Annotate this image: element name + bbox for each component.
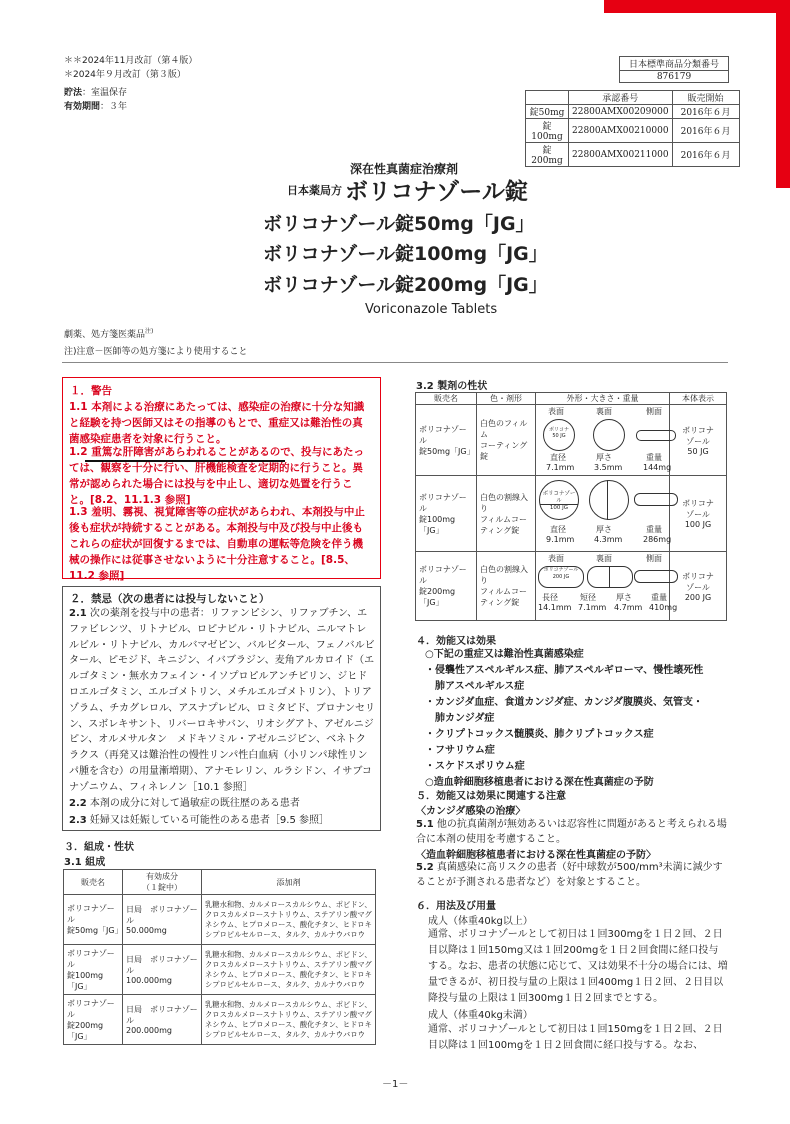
- approval-header-blank: [526, 91, 569, 105]
- dosage-adult1-label: 成人（体重40kg以上）: [428, 916, 533, 927]
- contraindication-item-2: [69, 794, 375, 809]
- precautions-heading: ５．効能又は効果に関連する注意: [416, 791, 566, 802]
- composition-cell: 乳糖水和物、カルメロースカルシウム、ポビドン、クロスカルメロースナトリウム、ステアリン酸マグネシウム、ヒプロメロース、酸化チタン、ヒドロキシプロピルセルロース、タルク、カルナウバロウ: [202, 995, 376, 1045]
- classification-number: 876179: [620, 71, 729, 83]
- regulation-text: 劇薬、処方箋医薬品: [64, 330, 146, 340]
- contraindication-item-2-num: 2.2: [69, 798, 87, 809]
- tablet-imprint: 50 JG: [552, 433, 566, 439]
- tablet-side-50: [636, 430, 676, 441]
- indications-heading: ４．効能又は効果: [416, 636, 496, 647]
- properties-name: ボリコナゾール 錠100mg「JG」: [416, 476, 477, 552]
- properties-header: 本体表示: [670, 393, 727, 405]
- red-corner-bar-side: [776, 0, 790, 188]
- approval-cell: 2016年６月: [672, 143, 739, 167]
- contraindication-item-3-text: 妊婦又は妊娠している可能性のある患者［9.5 参照］: [89, 815, 329, 826]
- tablet-imprint: ボリコナ: [549, 427, 569, 433]
- main-title: ボリコナゾール錠: [345, 179, 528, 205]
- indication-line: ・スケドスポリウム症: [425, 761, 525, 772]
- composition-header: 販売名: [64, 870, 123, 895]
- view-label: 裏面: [596, 407, 612, 416]
- properties-heading: 3.2 製剤の性状: [416, 381, 488, 392]
- dim-value: 14.1mm: [538, 603, 572, 612]
- tablet-front-50: [543, 419, 575, 451]
- approval-cell: 錠50mg: [526, 105, 569, 119]
- warning-item-3-num: 1.3: [69, 506, 88, 518]
- score-line: [607, 480, 608, 520]
- dim-label: 長径: [542, 593, 558, 602]
- composition-header: 有効成分 （１錠中）: [123, 870, 202, 895]
- dim-label: 短径: [580, 593, 596, 602]
- revision-line-1: ＊＊2024年11月改訂（第４版）: [64, 56, 198, 66]
- indication-line: ・侵襲性アスペルギルス症、肺アスペルギローマ、慢性壊死性: [425, 665, 704, 676]
- storage-info: [64, 86, 127, 115]
- warning-underline: [85, 460, 285, 462]
- classification-label: 日本標準商品分類番号: [620, 57, 729, 71]
- composition-cell: ボリコナゾール 錠100mg「JG」: [64, 945, 123, 995]
- approval-cell: 2016年６月: [672, 119, 739, 143]
- contraindication-item-1-text: 次の薬剤を投与中の患者：リファンピシン、リファブチン、エファビレンツ、リトナビル、ロピナビル・リトナビル、ニルマトレルビル・リトナビル、カルバマゼピン、バルビタール、フェノバルビタール、ピモジド、キニジン、イバブラジン、麦角アルカロイド（エルゴタミン・無水カフェイン・イソプロピルアンチピリン、ジヒドロエルゴタミン、エルゴメトリン、メチルエルゴメトリン）、トリアゾラム、チカグレロル、アスナプレビル、ロミタピド、ブロナンセリン、スボレキサント、リバーロキサバン、リオシグアト、アゼルニジピン、オルメサルタン メドキソミル・アゼルニジピン、ベネトクラクス（再発又は難治性の慢性リンパ性白血病（小リンパ球性リンパ腫を含む）の用量漸増期）、アナモレリン、ルラシドン、イサブコナゾニウム、フィネレノン［10.1 参照］: [69, 608, 375, 793]
- properties-figure-cell: [536, 405, 670, 476]
- properties-marking: ボリコナ ゾール 100 JG: [670, 476, 727, 552]
- precautions-item-1-num: 5.1: [416, 819, 434, 830]
- tablet-imprint: ボリコナゾール: [542, 491, 576, 504]
- precautions-sub1: 〈カンジダ感染の治療〉: [416, 806, 526, 817]
- warning-item-2: [69, 445, 373, 509]
- contraindication-item-2-text: 本剤の成分に対して過敏症の既往歴のある患者: [89, 798, 300, 809]
- composition-cell: 日局 ボリコナゾール 200.000mg: [123, 995, 202, 1045]
- composition-cell: 乳糖水和物、カルメロースカルシウム、ポビドン、クロスカルメロースナトリウム、ステアリン酸マグネシウム、ヒプロメロース、酸化チタン、ヒドロキシプロピルセルロース、タルク、カルナウバロウ: [202, 895, 376, 945]
- precautions-item-2-text: 真菌感染に高リスクの患者（好中球数が500/mm³未満に減少することが予測される患者など）を対象とすること。: [416, 862, 723, 888]
- dim-label: 厚さ: [616, 593, 632, 602]
- dim-value: 4.3mm: [594, 535, 623, 544]
- dim-value: 410mg: [649, 603, 678, 612]
- dim-value: 7.1mm: [578, 603, 607, 612]
- composition-cell: 日局 ボリコナゾール 50.000mg: [123, 895, 202, 945]
- approval-cell: 錠100mg: [526, 119, 569, 143]
- contraindication-heading: ２．禁忌（次の患者には投与しないこと）: [70, 593, 270, 605]
- product-name-100: ボリコナゾール錠100mg「JG」: [263, 243, 548, 265]
- warning-item-1-text: 本剤による治療にあたっては、感染症の治療に十分な知識と経験を持つ医師又はその指導のもとで、重症又は難治性の真菌感染症患者を対象に行うこと。: [69, 401, 365, 445]
- precautions-sub2: 〈造血幹細胞移植患者における深在性真菌症の予防〉: [416, 850, 656, 861]
- dim-label: 厚さ: [596, 453, 612, 462]
- red-corner-bar-top: [604, 0, 790, 13]
- english-title: Voriconazole Tablets: [365, 302, 498, 317]
- properties-figure-cell: [536, 552, 678, 621]
- view-label: 表面: [548, 407, 564, 416]
- indication-line: 肺アスペルギルス症: [425, 681, 525, 692]
- properties-form: 白色の割線入り フィルムコー ティング錠: [477, 552, 536, 621]
- approval-cell: 錠200mg: [526, 143, 569, 167]
- view-label: 表面: [548, 554, 564, 563]
- warning-item-3-text: 羞明、霧視、視覚障害等の症状があらわれ、本剤投与中止後も症状が持続することがある。本剤投与中及び投与中止後もこれらの症状が回復するまでは、自動車の運転等危険を伴う機械の操作には従事させないように十分注意すること。[8.5、11.2 参照]: [69, 506, 365, 582]
- composition-subheading: 3.1 組成: [64, 857, 106, 868]
- warning-item-1: [69, 400, 373, 448]
- view-label: 側面: [646, 407, 662, 416]
- properties-table: [415, 392, 727, 621]
- approval-cell: 22800AMX00210000: [569, 119, 673, 143]
- dim-label: 厚さ: [596, 525, 612, 534]
- dim-label: 直径: [550, 525, 566, 534]
- header-divider: [62, 362, 728, 363]
- classification-box: [619, 56, 729, 83]
- dosage-heading: ６．用法及び用量: [416, 901, 496, 912]
- composition-heading: ３．組成・性状: [64, 842, 134, 853]
- dim-label: 重量: [651, 593, 667, 602]
- storage-value: ：室温保存: [82, 88, 128, 98]
- regulation-note-mark: 注): [145, 328, 154, 335]
- tablet-side-200: [634, 570, 678, 583]
- properties-header: 販売名: [416, 393, 477, 405]
- view-label: 裏面: [596, 554, 612, 563]
- approval-cell: 22800AMX00209000: [569, 105, 673, 119]
- properties-figure-cell: [536, 476, 670, 552]
- precautions-item-2: [416, 860, 728, 890]
- approval-header-number: 承認番号: [569, 91, 673, 105]
- tablet-back-200: [587, 566, 633, 588]
- shelf-life-value: ：３年: [100, 102, 128, 113]
- dim-value: 4.7mm: [614, 603, 643, 612]
- warning-item-1-num: 1.1: [69, 401, 88, 413]
- tablet-back-100: [589, 480, 629, 520]
- properties-marking: ボリコナ ゾール 50 JG: [670, 405, 727, 476]
- composition-table: [63, 869, 376, 1045]
- contraindication-item-1: [69, 606, 375, 796]
- dosage-adult2-text: 通常、ボリコナゾールとして初日は１回150mgを１日２回、２日目以降は１回100mgを１日２回食間に経口投与する。なお、: [428, 1024, 723, 1051]
- revision-line-2: ＊2024年９月改訂（第３版）: [64, 69, 186, 80]
- indication-line: 肺カンジダ症: [425, 713, 495, 724]
- properties-header: 外形・大きさ・重量: [536, 393, 670, 405]
- dim-label: 重量: [646, 453, 662, 462]
- score-line: [609, 566, 610, 588]
- regulation-note: 注)注意－医師等の処方箋により使用すること: [64, 347, 248, 357]
- storage-label: 貯法: [64, 88, 83, 98]
- contraindication-item-3: [69, 811, 375, 826]
- composition-cell: ボリコナゾール 錠200mg「JG」: [64, 995, 123, 1045]
- indication-line: ・フサリウム症: [425, 745, 495, 756]
- approval-cell: 22800AMX00211000: [569, 143, 673, 167]
- dim-value: 7.1mm: [546, 463, 575, 472]
- precautions-item-1-text: 他の抗真菌剤が無効あるいは忍容性に問題があると考えられる場合に本剤の使用を考慮すること。: [416, 819, 727, 845]
- revision-history: [64, 55, 197, 83]
- approval-cell: 2016年６月: [672, 105, 739, 119]
- properties-name: ボリコナゾール 錠200mg「JG」: [416, 552, 477, 621]
- indication-line: ・カンジダ血症、食道カンジダ症、カンジダ腹膜炎、気管支・: [425, 697, 704, 708]
- product-name-200: ボリコナゾール錠200mg「JG」: [263, 274, 548, 296]
- warning-box: [62, 377, 381, 582]
- properties-name: ボリコナゾール 錠50mg「JG」: [416, 405, 477, 476]
- dosage-adult1-text: 通常、ボリコナゾールとして初日は１回300mgを１日２回、２日目以降は１回150mg又は１回200mgを１日２回食間に経口投与する。なお、患者の状態に応じて、又は効果不十分の場合には、増量できるが、初日投与量の上限は１回400mg１日２回、２日目以降投与量の上限は１回300mg１日２回までとする。: [428, 929, 728, 1004]
- precautions-item-2-num: 5.2: [416, 862, 434, 873]
- product-name-50: ボリコナゾール錠50mg「JG」: [263, 213, 535, 235]
- dim-value: 9.1mm: [546, 535, 575, 544]
- dim-value: 286mg: [643, 535, 672, 544]
- page-number: －1－: [382, 1079, 409, 1090]
- jp-pharmacopoeia-label: 日本薬局方: [287, 184, 342, 197]
- properties-form: 白色のフィルム コーティング錠: [477, 405, 536, 476]
- precautions-item-1: [416, 817, 728, 847]
- warning-item-2-num: 1.2: [69, 446, 88, 458]
- contraindication-item-3-num: 2.3: [69, 815, 87, 826]
- dim-label: 直径: [550, 453, 566, 462]
- composition-cell: ボリコナゾール 錠50mg「JG」: [64, 895, 123, 945]
- dim-value: 3.5mm: [594, 463, 623, 472]
- approval-table: [525, 90, 740, 167]
- warning-item-2-text: 重篤な肝障害があらわれることがあるので、投与にあたっては、観察を十分に行い、肝機能検査を定期的に行うこと。異常が認められた場合には投与を中止し、適切な処置を行うこと。[8.2、11.1.3 参照]: [69, 446, 365, 506]
- contraindication-box: [62, 586, 381, 831]
- contraindication-item-1-num: 2.1: [69, 608, 87, 619]
- dim-value: 144mg: [643, 463, 672, 472]
- indication-line: ○下記の重症又は難治性真菌感染症: [425, 649, 584, 660]
- tablet-imprint: 200 JG: [552, 574, 570, 580]
- warning-item-3: [69, 505, 373, 585]
- approval-header-start: 販売開始: [672, 91, 739, 105]
- tablet-back-50: [593, 419, 625, 451]
- composition-cell: 乳糖水和物、カルメロースカルシウム、ポビドン、クロスカルメロースナトリウム、ステアリン酸マグネシウム、ヒプロメロース、酸化チタン、ヒドロキシプロピルセルロース、タルク、カルナウバロウ: [202, 945, 376, 995]
- tablet-side-100: [634, 493, 678, 506]
- view-label: 側面: [646, 554, 662, 563]
- properties-marking: ボリコナ ゾール 200 JG: [670, 552, 727, 621]
- warning-heading: １．警告: [70, 385, 112, 397]
- indication-line: ・クリプトコックス髄膜炎、肺クリプトコックス症: [425, 729, 654, 740]
- dosage-adult2-label: 成人（体重40kg未満）: [428, 1010, 533, 1021]
- tablet-front-100: [539, 480, 579, 520]
- tablet-imprint: 100 JG: [540, 504, 578, 512]
- indications-list: [425, 647, 703, 791]
- dim-label: 重量: [646, 525, 662, 534]
- composition-header: 添加剤: [202, 870, 376, 895]
- indication-line: ○造血幹細胞移植患者における深在性真菌症の予防: [425, 777, 654, 788]
- properties-form: 白色の割線入り フィルムコー ティング錠: [477, 476, 536, 552]
- tablet-imprint: ボリコナゾール: [543, 567, 579, 573]
- properties-header: 色・剤形: [477, 393, 536, 405]
- drug-category: 深在性真菌症治療剤: [350, 162, 459, 176]
- composition-cell: 日局 ボリコナゾール 100.000mg: [123, 945, 202, 995]
- shelf-life-label: 有効期間: [64, 102, 101, 113]
- regulation-class: [64, 326, 153, 340]
- tablet-front-200: [538, 566, 584, 588]
